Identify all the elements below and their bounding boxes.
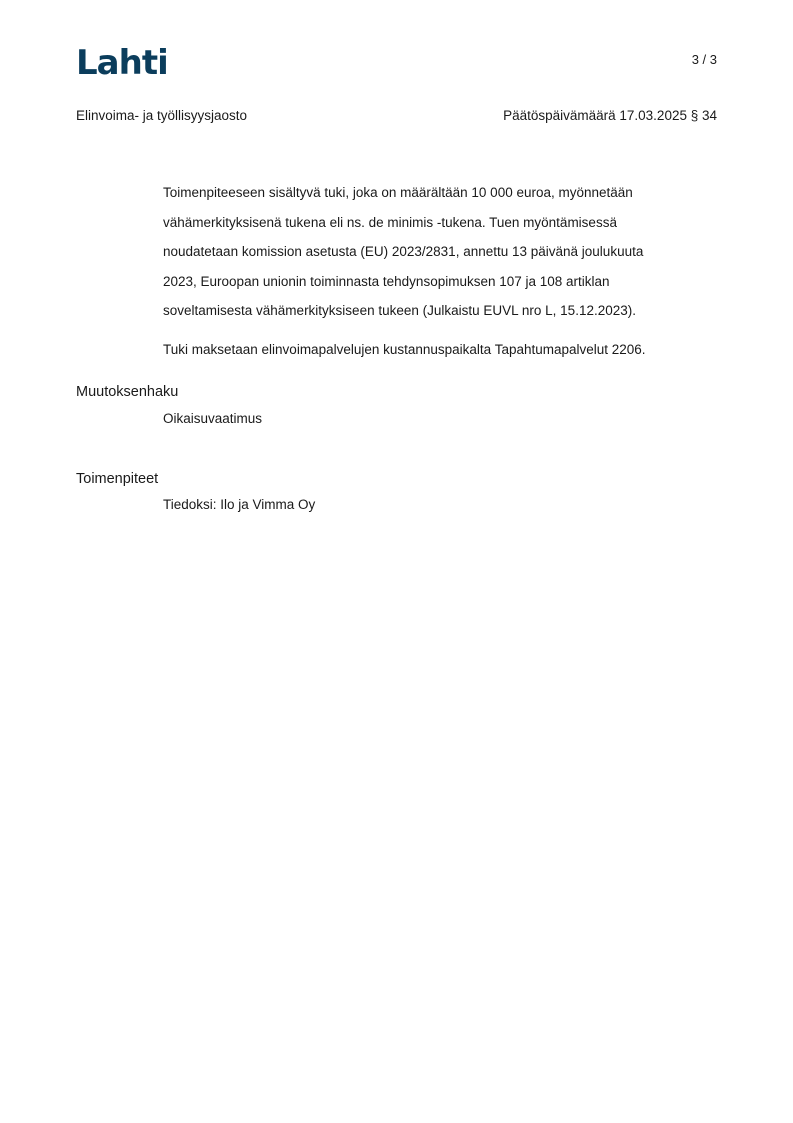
appeal-heading: Muutoksenhaku xyxy=(76,384,179,400)
appeal-value: Oikaisuvaatimus xyxy=(163,411,263,426)
lahti-logo: Lahti xyxy=(76,43,168,83)
de-minimis-paragraph xyxy=(163,178,723,326)
actions-value: Tiedoksi: Ilo ja Vimma Oy xyxy=(163,497,316,512)
paragraph-line: vähämerkityksisenä tukena eli ns. de minimis -tukena. Tuen myöntämisessä xyxy=(163,214,617,230)
payment-paragraph: Tuki maksetaan elinvoimapalvelujen kustannuspaikalta Tapahtumapalvelut 2206. xyxy=(163,342,646,357)
paragraph-line: Toimenpiteeseen sisältyvä tuki, joka on määrältään 10 000 euroa, myönnetään xyxy=(163,185,633,200)
paragraph-line: soveltamisesta vähämerkityksiseen tukeen (Julkaistu EUVL nro L, 15.12.2023). xyxy=(163,303,636,319)
decision-date: Päätöspäivämäärä 17.03.2025 § 34 xyxy=(503,108,717,123)
paragraph-line: noudatetaan komission asetusta (EU) 2023/2831, annettu 13 päivänä joulukuuta xyxy=(163,244,644,260)
paragraph-line: 2023, Euroopan unionin toiminnasta tehdynsopimuksen 107 ja 108 artiklan xyxy=(163,273,610,289)
committee-name: Elinvoima- ja työllisyysjaosto xyxy=(76,108,248,123)
actions-heading: Toimenpiteet xyxy=(76,471,159,487)
page-number: 3 / 3 xyxy=(691,52,717,67)
decision-body xyxy=(163,178,723,357)
